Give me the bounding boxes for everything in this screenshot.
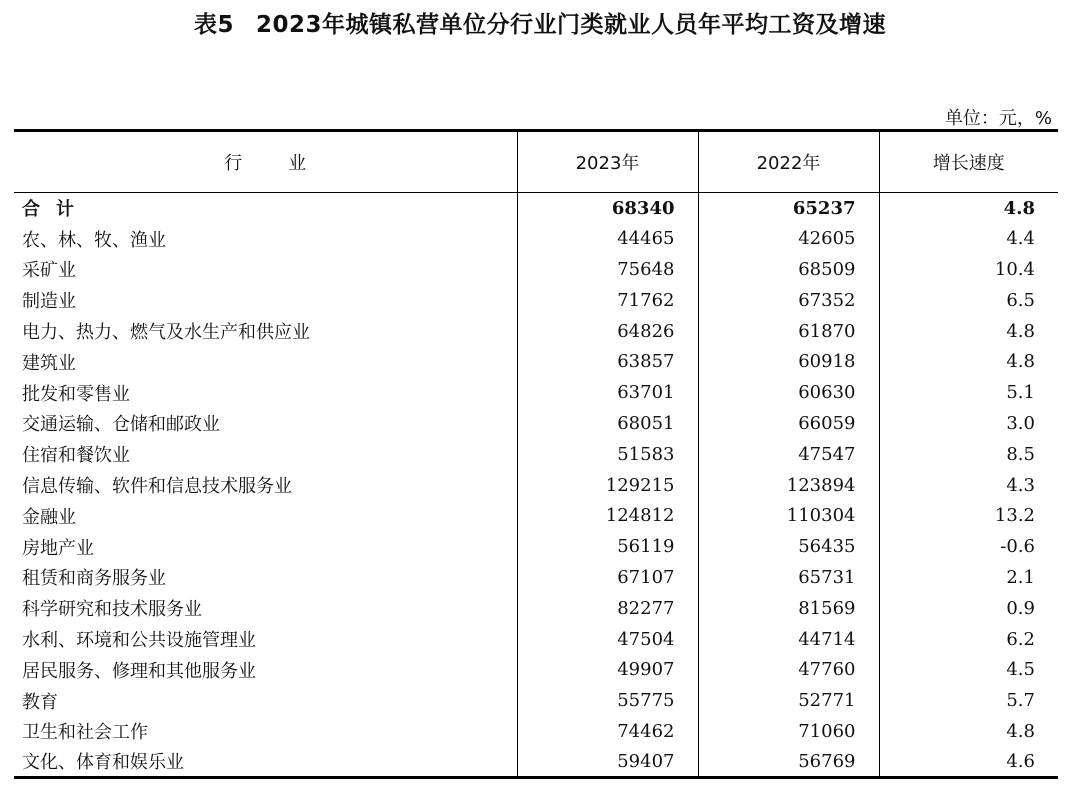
row-industry-name: 居民服务、修理和其他服务业 [22, 660, 256, 682]
total-label-char-2: 计 [56, 199, 74, 221]
column-header-industry-char-2: 业 [288, 153, 307, 174]
row-growth-rate: 4.4 [879, 223, 1058, 254]
row-industry-name: 制造业 [22, 291, 76, 313]
table-row [14, 747, 1058, 778]
row-industry-name [14, 193, 517, 224]
table-row [14, 346, 1058, 377]
row-value-2022: 52771 [698, 685, 879, 716]
row-industry-name: 批发和零售业 [22, 383, 130, 405]
row-industry-name: 交通运输、仓储和邮政业 [22, 414, 220, 436]
table-row [14, 408, 1058, 439]
row-value-2023: 74462 [517, 716, 698, 747]
row-growth-rate: 4.8 [879, 316, 1058, 347]
row-value-2022: 42605 [698, 223, 879, 254]
row-value-2023: 82277 [517, 593, 698, 624]
row-industry-name: 水利、环境和公共设施管理业 [22, 630, 256, 652]
row-value-2022: 47760 [698, 654, 879, 685]
table-row [14, 223, 1058, 254]
row-value-2022: 66059 [698, 408, 879, 439]
row-value-2022: 123894 [698, 470, 879, 501]
row-growth-rate: 5.7 [879, 685, 1058, 716]
row-industry-name: 租赁和商务服务业 [22, 568, 166, 590]
row-growth-rate: 4.8 [879, 716, 1058, 747]
row-growth-rate: 2.1 [879, 562, 1058, 593]
row-value-2023: 55775 [517, 685, 698, 716]
row-value-2023: 129215 [517, 470, 698, 501]
table-number: 表5 [193, 12, 234, 38]
row-value-2023: 67107 [517, 562, 698, 593]
row-growth-rate: 8.5 [879, 439, 1058, 470]
row-value-2023: 56119 [517, 531, 698, 562]
table-row [14, 593, 1058, 624]
row-industry-name: 住宿和餐饮业 [22, 445, 130, 467]
row-value-2023: 44465 [517, 223, 698, 254]
row-growth-rate: 3.0 [879, 408, 1058, 439]
row-value-2022: 47547 [698, 439, 879, 470]
row-value-2023: 63701 [517, 377, 698, 408]
row-value-2023: 63857 [517, 346, 698, 377]
row-value-2023: 124812 [517, 500, 698, 531]
table-row [14, 470, 1058, 501]
row-industry-name: 文化、体育和娱乐业 [14, 747, 517, 778]
row-value-2022: 71060 [698, 716, 879, 747]
row-value-2022: 44714 [698, 624, 879, 655]
column-header-2022: 2022年 [698, 131, 879, 193]
row-industry-name: 教育 [22, 691, 58, 713]
row-value-2023: 51583 [517, 439, 698, 470]
row-industry-name: 农、林、牧、渔业 [22, 229, 166, 251]
row-value-2022: 60918 [698, 346, 879, 377]
table-row [14, 254, 1058, 285]
table-row [14, 716, 1058, 747]
row-value-2023: 71762 [517, 285, 698, 316]
row-value-2022: 81569 [698, 593, 879, 624]
row-industry-name: 科学研究和技术服务业 [22, 599, 202, 621]
row-growth-rate: 6.5 [879, 285, 1058, 316]
row-value-2022: 60630 [698, 377, 879, 408]
row-value-2022: 67352 [698, 285, 879, 316]
table-title-text: 2023年城镇私营单位分行业门类就业人员年平均工资及增速 [256, 12, 887, 38]
row-value-2022: 56435 [698, 531, 879, 562]
row-growth-rate: 4.6 [879, 747, 1058, 778]
row-value-2023: 68051 [517, 408, 698, 439]
total-row [14, 193, 1058, 224]
row-value-2023: 64826 [517, 316, 698, 347]
row-growth-rate: -0.6 [879, 531, 1058, 562]
row-industry-name: 信息传输、软件和信息技术服务业 [22, 476, 292, 498]
column-header-growth: 增长速度 [879, 131, 1058, 193]
row-industry-name: 金融业 [22, 506, 76, 528]
row-industry-name: 房地产业 [22, 537, 94, 559]
column-header-industry [14, 131, 517, 193]
unit-note: 单位：元，% [944, 108, 1052, 129]
row-value-2023: 75648 [517, 254, 698, 285]
row-growth-rate: 6.2 [879, 624, 1058, 655]
row-growth-rate: 5.1 [879, 377, 1058, 408]
row-value-2022: 68509 [698, 254, 879, 285]
table-row [14, 500, 1058, 531]
row-value-2022: 110304 [698, 500, 879, 531]
row-value-2023: 59407 [517, 747, 698, 778]
table-row [14, 439, 1058, 470]
row-growth-rate: 4.8 [879, 193, 1058, 224]
row-value-2023: 68340 [517, 193, 698, 224]
row-growth-rate: 4.5 [879, 654, 1058, 685]
row-value-2022: 65237 [698, 193, 879, 224]
row-value-2022: 65731 [698, 562, 879, 593]
row-growth-rate: 4.8 [879, 346, 1058, 377]
table-row [14, 685, 1058, 716]
table-row [14, 316, 1058, 347]
header-row [14, 131, 1058, 193]
row-value-2023: 49907 [517, 654, 698, 685]
row-growth-rate: 13.2 [879, 500, 1058, 531]
table-row [14, 285, 1058, 316]
row-growth-rate: 4.3 [879, 470, 1058, 501]
row-growth-rate: 10.4 [879, 254, 1058, 285]
row-value-2022: 56769 [698, 747, 879, 778]
column-header-industry-char-1: 行 [224, 153, 243, 174]
row-industry-name: 卫生和社会工作 [22, 722, 148, 744]
wage-table [14, 129, 1058, 779]
row-value-2023: 47504 [517, 624, 698, 655]
table-row [14, 562, 1058, 593]
table-row [14, 624, 1058, 655]
row-industry-name: 建筑业 [22, 352, 76, 374]
table-row [14, 654, 1058, 685]
total-label-char-1: 合 [22, 199, 40, 221]
table-row [14, 377, 1058, 408]
column-header-2023: 2023年 [517, 131, 698, 193]
table-row [14, 531, 1058, 562]
row-industry-name: 电力、热力、燃气及水生产和供应业 [22, 322, 310, 344]
page-title [0, 6, 1080, 39]
row-value-2022: 61870 [698, 316, 879, 347]
row-industry-name: 采矿业 [22, 260, 76, 282]
row-growth-rate: 0.9 [879, 593, 1058, 624]
